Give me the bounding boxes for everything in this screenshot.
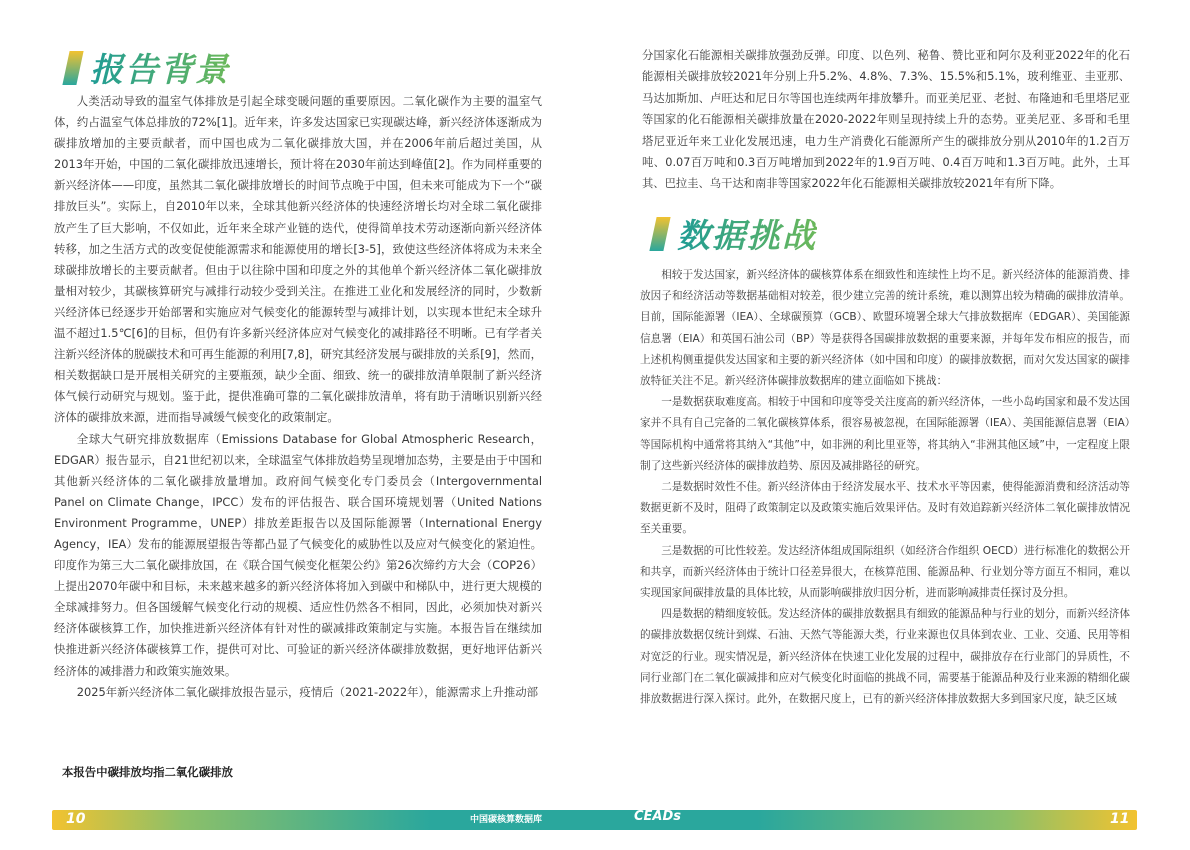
right-body [640, 265, 1130, 710]
paragraph: 相较于发达国家，新兴经济体的碳核算体系在细致性和连续性上均不足。新兴经济体的能源消费、排放因子和经济活动等数据基础相对较差，很少建立完善的统计系统，难以测算出较为精确的碳排放清单。目前，国际能源署（IEA）、全球碳预算（GCB）、欧盟环境署全球大气排放数据库（EDGAR）、美国能源信息署（EIA）和英国石油公司（BP）等是获得各国碳排放数据的重要来源，并每年发布相应的报告，而上述机构侧重提供发达国家和主要的新兴经济体（如中国和印度）的碳排放数据，而对欠发达国家的碳排放特征关注不足。新兴经济体碳排放数据库的建立面临如下挑战： [640, 269, 1130, 388]
ceads-logo: CEADs [634, 809, 682, 824]
paragraph: 2025年新兴经济体二氧化碳排放报告显示，疫情后（2021-2022年），能源需求上升推动部 [76, 684, 539, 699]
page-number-right: 11 [1110, 811, 1130, 827]
continuation-paragraph: 分国家化石能源相关碳排放强劲反弹。印度、以色列、秘鲁、赞比亚和阿尔及利亚2022年的化石能源相关碳排放较2021年分别上升5.2%、4.8%、7.3%、15.5%和5.1%，玻利维亚、圭亚那、马达加斯加、卢旺达和尼日尔等国也连续两年排放攀升。而亚美尼亚、老挝、布隆迪和毛里塔尼亚等国家的化石能源相关碳排放量在2020-2022年则呈现持续上升的态势。亚美尼亚、多哥和毛里塔尼亚近年来工业化发展迅速，电力生产消费化石能源所产生的碳排放分别从2010年的1.2百万吨、0.07百万吨和0.3百万吨增加到2022年的1.9百万吨、0.4百万吨和1.3百万吨。此外，土耳其、巴拉圭、乌干达和南非等国家2022年化石能源相关碳排放较2021年有所下降。 [642, 49, 1130, 191]
left-body [54, 91, 542, 703]
right-page [595, 0, 1190, 850]
paragraph: 全球大气研究排放数据库（Emissions Database for Global Atmospheric Research，EDGAR）报告显示，自21世纪初以来，全球温室气体排放趋势呈现增加态势，主要是由于中国和其他新兴经济体的二氧化碳排放量增加。政府间气候变化专门委员会（Intergovernmental Panel on Climate Change，IPCC）发布的评估报告、联合国环境规划署（United Nations Environment Programme，UNEP）排放差距报告以及国际能源署（International Energy Agency，IEA）发布的能源展望报告等都凸显了气候变化的威胁性以及应对气候变化的紧迫性。印度作为第三大二氧化碳排放国，在《联合国气候变化框架公约》第26次缔约方大会（COP26）上提出2070年碳中和目标，未来越来越多的新兴经济体将加入到碳中和梯队中，进行更大规模的全球减排努力。但各国缓解气候变化行动的规模、适应性仍然各不相同，因此，必须加快对新兴经济体碳核算工作，加快推进新兴经济体有针对性的碳减排政策制定与实施。本报告旨在继续加快推进新兴经济体碳核算工作，提供可对比、可验证的新兴经济体碳排放数据，更好地评估新兴经济体的减排潜力和政策实施效果。 [54, 431, 542, 678]
paragraph: 三是数据的可比性较差。发达经济体组成国际组织（如经济合作组织 OECD）进行标准化的数据公开和共享，而新兴经济体由于统计口径差异很大，在核算范围、能源品种、行业划分等方面互不相同，难以实现国家间碳排放量的具体比较，从而影响碳排放归因分析，进而影响减排责任探讨及分担。 [640, 544, 1130, 600]
footer-database-name: 中国碳核算数据库 [470, 815, 543, 825]
paragraph: 一是数据获取难度高。相较于中国和印度等受关注度高的新兴经济体，一些小岛屿国家和最不发达国家并不具有自己完备的二氧化碳核算体系，很容易被忽视，在国际能源署（IEA）、美国能源信息署（EIA）等国际机构中通常将其纳入“其他”中，如非洲的利比里亚等，将其纳入“非洲其他区域”中，一定程度上限制了这些新兴经济体的碳排放趋势、原因及减排路径的研究。 [640, 396, 1130, 472]
section-header-data-challenges [653, 210, 817, 257]
footer-bar [52, 810, 1137, 830]
header-accent-bar [62, 51, 83, 85]
footnote: 本报告中碳排放均指二氧化碳排放 [62, 765, 233, 779]
paragraph: 二是数据时效性不佳。新兴经济体由于经济发展水平、技术水平等因素，使得能源消费和经济活动等数据更新不及时，阻碍了政策制定以及政策实施后效果评估。及时有效追踪新兴经济体二氧化碳排放情况至关重要。 [640, 481, 1130, 536]
paragraph: 人类活动导致的温室气体排放是引起全球变暖问题的重要原因。二氧化碳作为主要的温室气体，约占温室气体总排放的72%[1]。近年来，许多发达国家已实现碳达峰，新兴经济体逐渐成为碳排放增加的主要贡献者，而中国也成为二氧化碳排放大国，并在2006年前后超过美国，从2013年开始，中国的二氧化碳排放迅速增长，预计将在2030年前达到峰值[2]。作为同样重要的新兴经济体——印度，虽然其二氧化碳排放增长的时间节点晚于中国，但未来可能成为下一个“碳排放巨头”。实际上，自2010年以来，全球其他新兴经济体的快速经济增长均对全球二氧化碳排放产生了巨大影响，不仅如此，近年来全球产业链的迭代，使得简单技术劳动逐渐向新兴经济体转移，加之生活方式的改变促使能源需求和能源使用的增长[3-5]，致使这些经济体将成为未来全球碳排放增长的主要贡献者。但由于以往除中国和印度之外的其他单个新兴经济体二氧化碳排放量相对较少，其碳核算研究与减排行动较少受到关注。在推进工业化和发展经济的同时，少数新兴经济体已经逐步开始部署和实施应对气候变化的能源转型与减排计划，以实现本世纪末全球升温不超过1.5℃[6]的目标，但仍有许多新兴经济体应对气候变化的减排路径不明晰。已有学者关注新兴经济体的脱碳技术和可再生能源的利用[7,8]，研究其经济发展与碳排放的关系[9]，然而，相关数据缺口是开展相关研究的主要瓶颈，缺少全面、细致、统一的碳排放清单限制了新兴经济体气候行动研究与规划。鉴于此，提供准确可靠的二氧化碳排放清单，将有助于清晰识别新兴经济体的碳排放来源，进而指导减缓气候变化的政策制定。 [54, 94, 542, 425]
section-header-background [66, 44, 230, 91]
section-title-background: 报告背景 [90, 44, 230, 91]
continuation-body [642, 45, 1130, 195]
header-accent-bar [649, 217, 670, 251]
section-title-data-challenges: 数据挑战 [677, 210, 817, 257]
paragraph: 四是数据的精细度较低。发达经济体的碳排放数据具有细致的能源品种与行业的划分，而新兴经济体的碳排放数据仅统计到煤、石油、天然气等能源大类，行业来源也仅具体到农业、工业、交通、民用等相对宽泛的行业。现实情况是，新兴经济体在快速工业化发展的过程中，碳排放存在行业部门的异质性，不同行业部门在二氧化碳减排和应对气候变化时面临的挑战不同，需要基于能源品种及行业来源的精细化碳排放数据进行深入探讨。此外，在数据尺度上，已有的新兴经济体排放数据大多到国家尺度，缺乏区域 [640, 608, 1130, 706]
page-number-left: 10 [66, 811, 86, 827]
